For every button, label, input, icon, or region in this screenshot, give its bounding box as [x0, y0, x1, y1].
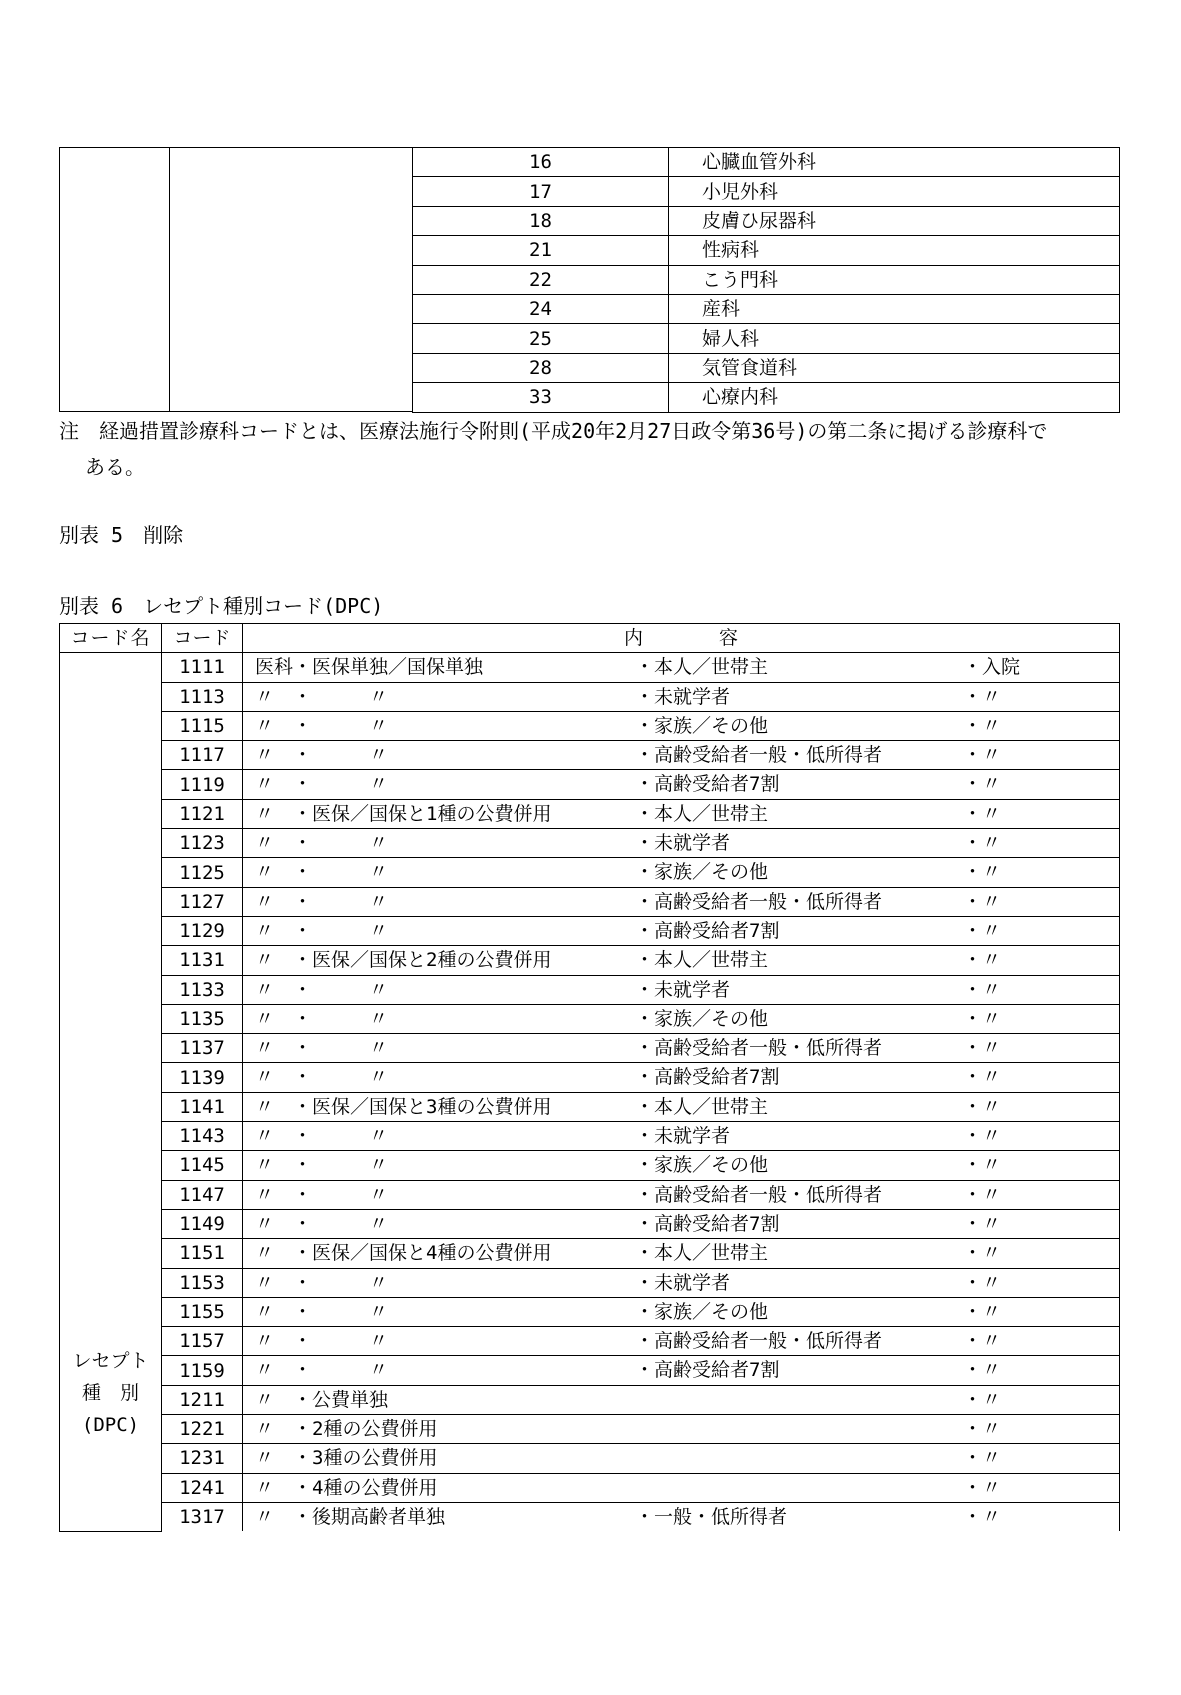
- content-insurance: 〃 ・ 〃: [255, 1007, 389, 1030]
- table-row: [60, 1327, 1120, 1356]
- receipt-content: [243, 741, 1120, 770]
- content-insured-type: ・未就学者: [635, 685, 731, 708]
- category-label-line1: レセプト: [72, 1349, 149, 1372]
- content-insured-type: ・家族／その他: [635, 861, 769, 884]
- content-insured-type: ・高齢受給者一般・低所得者: [635, 1037, 883, 1060]
- receipt-code: 1241: [162, 1473, 243, 1502]
- receipt-code: 1127: [162, 887, 243, 916]
- content-inpatient: ・〃: [963, 1476, 1002, 1499]
- content-inpatient: ・〃: [963, 1154, 1002, 1177]
- receipt-code: 1317: [162, 1502, 243, 1531]
- receipt-content: [243, 1122, 1120, 1151]
- receipt-content: [243, 1180, 1120, 1209]
- note-line-2: ある。: [85, 455, 145, 479]
- table-row: [60, 1122, 1120, 1151]
- table-row: [60, 1385, 1120, 1414]
- table-row: [60, 770, 1120, 799]
- department-code: 22: [413, 265, 669, 294]
- receipt-content: [243, 1385, 1120, 1414]
- table-row: [60, 887, 1120, 916]
- table-row: [60, 1473, 1120, 1502]
- content-insured-type: ・高齢受給者7割: [635, 773, 780, 796]
- receipt-code: 1113: [162, 682, 243, 711]
- content-insurance: 〃 ・4種の公費併用: [255, 1476, 438, 1499]
- receipt-content: [243, 1004, 1120, 1033]
- content-insured-type: ・高齢受給者一般・低所得者: [635, 1330, 883, 1353]
- receipt-code: 1211: [162, 1385, 243, 1414]
- content-insurance: 〃 ・ 〃: [255, 714, 389, 737]
- receipt-content: [243, 887, 1120, 916]
- content-insured-type: ・未就学者: [635, 1125, 731, 1148]
- table-row: [60, 1004, 1120, 1033]
- content-inpatient: ・〃: [963, 949, 1002, 972]
- content-inpatient: ・〃: [963, 861, 1002, 884]
- content-insurance: 〃 ・ 〃: [255, 1183, 389, 1206]
- content-insured-type: ・家族／その他: [635, 1154, 769, 1177]
- receipt-code: 1153: [162, 1268, 243, 1297]
- content-insurance: 〃 ・医保／国保と1種の公費併用: [255, 802, 552, 825]
- receipt-content: [243, 1239, 1120, 1268]
- table-row: [413, 148, 1120, 177]
- content-insurance: 〃 ・ 〃: [255, 1271, 389, 1294]
- receipt-content: [243, 1473, 1120, 1502]
- receipt-code: 1147: [162, 1180, 243, 1209]
- receipt-code: 1115: [162, 711, 243, 740]
- department-name: 婦人科: [669, 324, 1120, 353]
- continuation-left-cell: [59, 147, 170, 412]
- receipt-content: [243, 858, 1120, 887]
- receipt-code: 1111: [162, 653, 243, 682]
- content-insured-type: ・未就学者: [635, 832, 731, 855]
- category-cell: [60, 653, 162, 1531]
- content-insurance: 〃 ・ 〃: [255, 1300, 389, 1323]
- receipt-content: [243, 1209, 1120, 1238]
- receipt-code: 1129: [162, 916, 243, 945]
- department-code: 17: [413, 177, 669, 206]
- receipt-code: 1157: [162, 1327, 243, 1356]
- content-inpatient: ・〃: [963, 1095, 1002, 1118]
- content-insured-type: ・家族／その他: [635, 1007, 769, 1030]
- receipt-content: [243, 1415, 1120, 1444]
- receipt-content: [243, 1297, 1120, 1326]
- receipt-content: [243, 1502, 1120, 1531]
- department-name: 小児外科: [669, 177, 1120, 206]
- receipt-code: 1221: [162, 1415, 243, 1444]
- receipt-type-code-table: [59, 623, 1120, 1532]
- content-inpatient: ・〃: [963, 1066, 1002, 1089]
- content-insurance: 〃 ・ 〃: [255, 861, 389, 884]
- header-content: 内 容: [243, 624, 1120, 653]
- department-code: 24: [413, 294, 669, 323]
- content-insurance: 〃 ・ 〃: [255, 1212, 389, 1235]
- table-row: [60, 975, 1120, 1004]
- table-row: [60, 1092, 1120, 1121]
- content-insurance: 〃 ・医保／国保と4種の公費併用: [255, 1242, 552, 1265]
- department-code: 28: [413, 353, 669, 382]
- receipt-content: [243, 1356, 1120, 1385]
- content-insurance: 〃 ・公費単独: [255, 1388, 389, 1411]
- content-insurance: 〃 ・ 〃: [255, 685, 389, 708]
- content-inpatient: ・〃: [963, 714, 1002, 737]
- content-inpatient: ・〃: [963, 1330, 1002, 1353]
- content-inpatient: ・〃: [963, 1242, 1002, 1265]
- receipt-content: [243, 1444, 1120, 1473]
- content-inpatient: ・〃: [963, 1271, 1002, 1294]
- content-insurance: 〃 ・ 〃: [255, 1125, 389, 1148]
- content-inpatient: ・〃: [963, 1125, 1002, 1148]
- receipt-content: [243, 829, 1120, 858]
- receipt-content: [243, 1063, 1120, 1092]
- table-row: [413, 177, 1120, 206]
- receipt-content: [243, 1092, 1120, 1121]
- receipt-code: 1145: [162, 1151, 243, 1180]
- table-row: [60, 829, 1120, 858]
- content-insured-type: ・高齢受給者7割: [635, 1212, 780, 1235]
- content-inpatient: ・〃: [963, 919, 1002, 942]
- content-insured-type: ・高齢受給者7割: [635, 1066, 780, 1089]
- table-row: [413, 324, 1120, 353]
- department-name: 心臓血管外科: [669, 148, 1120, 177]
- department-name: 産科: [669, 294, 1120, 323]
- content-inpatient: ・〃: [963, 1300, 1002, 1323]
- content-insurance: 〃 ・ 〃: [255, 773, 389, 796]
- table-row: [60, 1297, 1120, 1326]
- content-inpatient: ・〃: [963, 802, 1002, 825]
- content-insurance: 〃 ・後期高齢者単独: [255, 1505, 446, 1528]
- table-row: [60, 741, 1120, 770]
- receipt-code: 1117: [162, 741, 243, 770]
- content-insured-type: ・高齢受給者7割: [635, 919, 780, 942]
- receipt-code: 1155: [162, 1297, 243, 1326]
- category-label-line3: (DPC): [81, 1413, 140, 1436]
- header-code-name: コード名: [60, 624, 162, 653]
- content-insured-type: ・本人／世帯主: [635, 802, 769, 825]
- department-name: こう門科: [669, 265, 1120, 294]
- receipt-content: [243, 1151, 1120, 1180]
- content-inpatient: ・〃: [963, 1037, 1002, 1060]
- content-insurance: 〃 ・ 〃: [255, 1154, 389, 1177]
- table-row: [60, 1151, 1120, 1180]
- content-insured-type: ・家族／その他: [635, 714, 769, 737]
- content-insured-type: ・未就学者: [635, 978, 731, 1001]
- table-row: [60, 1180, 1120, 1209]
- table-row: [60, 1239, 1120, 1268]
- table-row: [60, 1415, 1120, 1444]
- department-code: 21: [413, 236, 669, 265]
- content-insured-type: ・一般・低所得者: [635, 1505, 788, 1528]
- content-insured-type: ・本人／世帯主: [635, 949, 769, 972]
- content-insurance: 〃 ・ 〃: [255, 744, 389, 767]
- content-insured-type: ・高齢受給者一般・低所得者: [635, 890, 883, 913]
- category-label-line2: 種 別: [81, 1381, 139, 1404]
- content-inpatient: ・〃: [963, 1212, 1002, 1235]
- department-name: 性病科: [669, 236, 1120, 265]
- receipt-code: 1151: [162, 1239, 243, 1268]
- content-insurance: 〃 ・ 〃: [255, 832, 389, 855]
- content-inpatient: ・〃: [963, 978, 1002, 1001]
- content-insured-type: ・本人／世帯主: [635, 1242, 769, 1265]
- content-insurance: 〃 ・ 〃: [255, 1037, 389, 1060]
- receipt-content: [243, 1268, 1120, 1297]
- table-row: [60, 1502, 1120, 1531]
- content-insurance: 〃 ・医保／国保と2種の公費併用: [255, 949, 552, 972]
- content-inpatient: ・入院: [963, 656, 1021, 679]
- receipt-content: [243, 946, 1120, 975]
- department-code: 16: [413, 148, 669, 177]
- section-6-heading: 別表 6 レセプト種別コード(DPC): [59, 594, 384, 618]
- table-row: [60, 1063, 1120, 1092]
- content-inpatient: ・〃: [963, 685, 1002, 708]
- content-inpatient: ・〃: [963, 1183, 1002, 1206]
- department-code: 33: [413, 383, 669, 412]
- content-insured-type: ・本人／世帯主: [635, 1095, 769, 1118]
- receipt-content: [243, 682, 1120, 711]
- receipt-code: 1123: [162, 829, 243, 858]
- receipt-content: [243, 916, 1120, 945]
- content-inpatient: ・〃: [963, 1418, 1002, 1441]
- department-code-table: [412, 147, 1120, 413]
- receipt-code: 1231: [162, 1444, 243, 1473]
- content-insurance: 〃 ・ 〃: [255, 1330, 389, 1353]
- content-inpatient: ・〃: [963, 832, 1002, 855]
- content-inpatient: ・〃: [963, 1007, 1002, 1030]
- receipt-code: 1159: [162, 1356, 243, 1385]
- table-row: [60, 1444, 1120, 1473]
- table-row: [60, 682, 1120, 711]
- table-row: [413, 236, 1120, 265]
- content-insured-type: ・家族／その他: [635, 1300, 769, 1323]
- content-insurance: 〃 ・3種の公費併用: [255, 1447, 438, 1470]
- table-row: [60, 711, 1120, 740]
- department-code: 25: [413, 324, 669, 353]
- receipt-code: 1121: [162, 799, 243, 828]
- table-row: [413, 383, 1120, 412]
- content-inpatient: ・〃: [963, 1505, 1002, 1528]
- table-row: [60, 653, 1120, 682]
- receipt-code: 1133: [162, 975, 243, 1004]
- department-name: 皮膚ひ尿器科: [669, 206, 1120, 235]
- department-code: 18: [413, 206, 669, 235]
- content-insurance: 〃 ・ 〃: [255, 978, 389, 1001]
- table-row: [413, 206, 1120, 235]
- receipt-content: [243, 653, 1120, 682]
- department-name: 心療内科: [669, 383, 1120, 412]
- content-insurance: 〃 ・医保／国保と3種の公費併用: [255, 1095, 552, 1118]
- table-row: [60, 1209, 1120, 1238]
- receipt-content: [243, 975, 1120, 1004]
- content-insured-type: ・本人／世帯主: [635, 656, 769, 679]
- content-inpatient: ・〃: [963, 1447, 1002, 1470]
- table-row: [60, 946, 1120, 975]
- table-row: [60, 799, 1120, 828]
- content-inpatient: ・〃: [963, 890, 1002, 913]
- receipt-code: 1139: [162, 1063, 243, 1092]
- table-row: [60, 858, 1120, 887]
- content-insured-type: ・高齢受給者一般・低所得者: [635, 744, 883, 767]
- continuation-mid-cell: [169, 147, 413, 412]
- table-row: [60, 1268, 1120, 1297]
- receipt-code: 1141: [162, 1092, 243, 1121]
- receipt-code: 1119: [162, 770, 243, 799]
- content-insured-type: ・高齢受給者一般・低所得者: [635, 1183, 883, 1206]
- content-insurance: 〃 ・ 〃: [255, 1066, 389, 1089]
- receipt-content: [243, 770, 1120, 799]
- receipt-code: 1125: [162, 858, 243, 887]
- receipt-content: [243, 799, 1120, 828]
- table-row: [413, 265, 1120, 294]
- receipt-code: 1135: [162, 1004, 243, 1033]
- receipt-code: 1137: [162, 1034, 243, 1063]
- table-header-row: [60, 624, 1120, 653]
- department-name: 気管食道科: [669, 353, 1120, 382]
- table-row: [413, 294, 1120, 323]
- receipt-code: 1143: [162, 1122, 243, 1151]
- header-code: コード: [162, 624, 243, 653]
- content-insured-type: ・未就学者: [635, 1271, 731, 1294]
- table-row: [413, 353, 1120, 382]
- content-inpatient: ・〃: [963, 773, 1002, 796]
- receipt-content: [243, 711, 1120, 740]
- table-row: [60, 1034, 1120, 1063]
- receipt-code: 1149: [162, 1209, 243, 1238]
- content-insured-type: ・高齢受給者7割: [635, 1359, 780, 1382]
- note-line-1: 注 経過措置診療科コードとは、医療法施行令附則(平成20年2月27日政令第36号)の第二条に掲げる診療科で: [59, 419, 1048, 443]
- content-insurance: 〃 ・ 〃: [255, 1359, 389, 1382]
- receipt-content: [243, 1034, 1120, 1063]
- content-insurance: 医科・医保単独／国保単独: [255, 656, 484, 679]
- table-row: [60, 1356, 1120, 1385]
- content-inpatient: ・〃: [963, 1388, 1002, 1411]
- content-insurance: 〃 ・2種の公費併用: [255, 1418, 438, 1441]
- content-insurance: 〃 ・ 〃: [255, 890, 389, 913]
- receipt-code: 1131: [162, 946, 243, 975]
- content-insurance: 〃 ・ 〃: [255, 919, 389, 942]
- section-5-heading: 別表 5 削除: [59, 523, 184, 547]
- content-inpatient: ・〃: [963, 744, 1002, 767]
- table-row: [60, 916, 1120, 945]
- content-inpatient: ・〃: [963, 1359, 1002, 1382]
- receipt-content: [243, 1327, 1120, 1356]
